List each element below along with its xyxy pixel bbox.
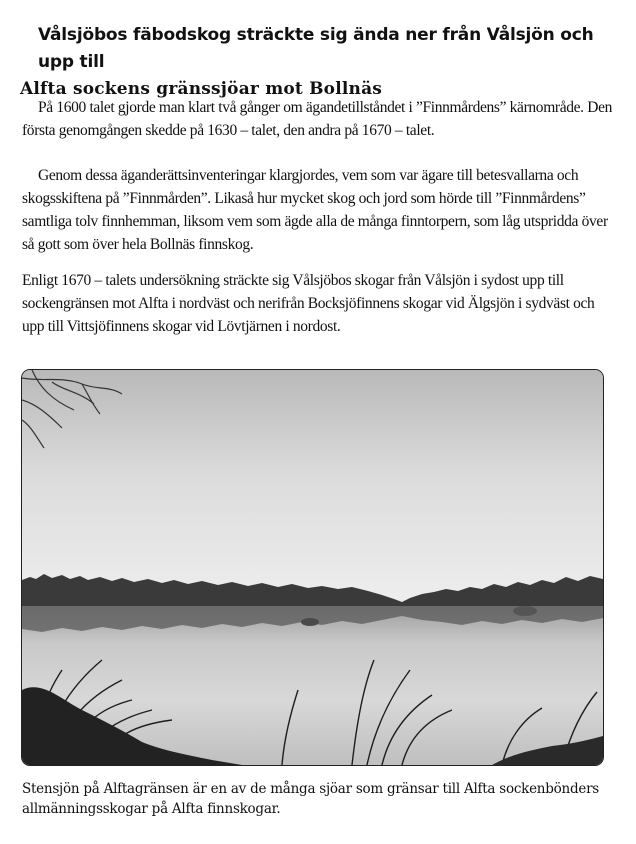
page-title	[20, 22, 620, 103]
sky	[22, 370, 603, 610]
paragraph-2-text: Genom dessa äganderättsinventeringar klargjordes, vem som var ägare till betesvallarna och skogsskiftena på ”Finnmården”. Likaså hur mycket skog och jord som hörde till ”Finnmårdens” samtliga tolv finnhemman, liksom vem som ägde alla de många finntorpern, som låg utspridda över så gott som över hela Bollnäs finnskog.	[22, 167, 608, 253]
paragraph-2	[22, 164, 612, 256]
title-line-2: Alfta sockens gränssjöar mot Bollnäs	[20, 79, 383, 99]
rock	[513, 606, 537, 616]
paragraph-1-text: På 1600 talet gjorde man klart två gånger om ägandetillståndet i ”Finnmårdens” kärnområde. Den första genomgången skedde på 1630 – talet, den andra på 1670 – talet.	[22, 99, 612, 139]
rock	[301, 618, 319, 626]
paragraph-3-text: Enligt 1670 – talets undersökning sträckte sig Vålsjöbos skogar från Vålsjön i sydost upp till sockengränsen mot Alfta i nordväst och nerifrån Bocksjöfinnens skogar vid Älgsjön i sydväst och upp till Vittsjöfinnens skogar vid Lövtjärnen i nordost.	[22, 272, 595, 335]
paragraph-1	[22, 96, 612, 142]
lake-photo	[21, 369, 604, 766]
title-line-1: Vålsjöbos fäbodskog sträckte sig ända ner från Vålsjön och upp till	[38, 25, 594, 72]
paragraph-3	[22, 269, 612, 338]
lake-photo-image	[22, 370, 603, 765]
photo-caption: Stensjön på Alftagränsen är en av de många sjöar som gränsar till Alfta sockenbönders allmänningsskogar på Alfta finnskogar.	[22, 781, 599, 817]
